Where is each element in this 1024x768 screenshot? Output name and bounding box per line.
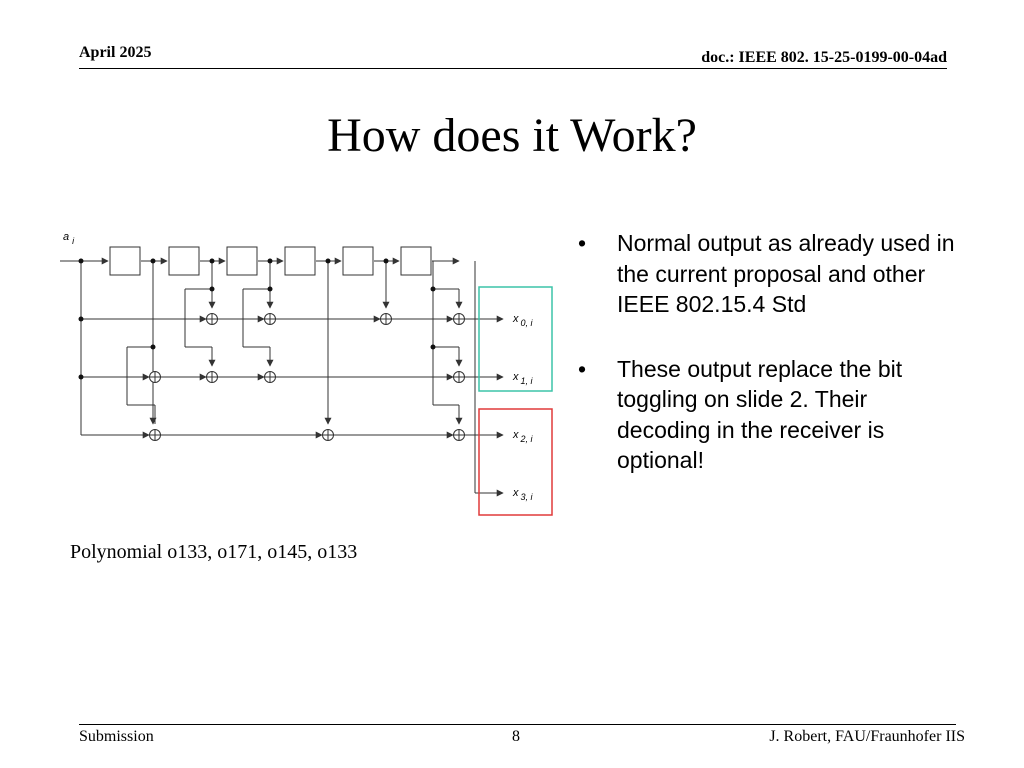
bullet-list [578, 228, 958, 510]
xor-gate [323, 430, 334, 441]
bullet-marker: • [578, 355, 587, 382]
shift-register-cell [343, 247, 373, 275]
xor-gate [265, 372, 276, 383]
xor-gate [454, 372, 465, 383]
shift-register-cell [110, 247, 140, 275]
header-date: April 2025 [79, 44, 152, 61]
xor-gate [150, 372, 161, 383]
bullet-text: These output replace the bit toggling on slide 2. Their decoding in the receiver is optional! [617, 355, 903, 473]
polynomial-caption: Polynomial o133, o171, o145, o133 [70, 541, 358, 563]
bullet-item [578, 228, 958, 320]
output-label-x2: x $_{2, i}$ [513, 429, 533, 444]
output-label-x1: x $_{1, i}$ [513, 371, 533, 386]
xor-gate [454, 430, 465, 441]
xor-gate [381, 314, 392, 325]
input-label: a $_i$ [63, 231, 75, 246]
bullet-marker: • [578, 230, 587, 256]
slide-title: How does it Work? [327, 109, 697, 162]
header-doc-id: doc.: IEEE 802. 15-25-0199-00-04ad [701, 49, 947, 66]
new-output-box [479, 409, 552, 515]
footer-rule [79, 724, 956, 725]
bullet-item [578, 354, 958, 476]
xor-gate [150, 430, 161, 441]
xor-gate [207, 314, 218, 325]
shift-register-cell [285, 247, 315, 275]
shift-register-cell [227, 247, 257, 275]
shift-register-cell [401, 247, 431, 275]
footer-page-number: 8 [512, 728, 520, 745]
xor-gate [454, 314, 465, 325]
xor-gate [265, 314, 276, 325]
convolutional-encoder-diagram [55, 225, 565, 525]
output-label-x0: x $_{0, i}$ [513, 313, 533, 328]
bullet-text: Normal output as already used in the current proposal and other IEEE 802.15.4 Std [617, 230, 955, 317]
xor-gate [207, 372, 218, 383]
footer-author: J. Robert, FAU/Fraunhofer IIS [769, 728, 965, 745]
output-label-x3: x $_{3, i}$ [513, 487, 533, 502]
header-rule [79, 68, 947, 69]
shift-register-cell [169, 247, 199, 275]
footer-submission: Submission [79, 728, 154, 745]
